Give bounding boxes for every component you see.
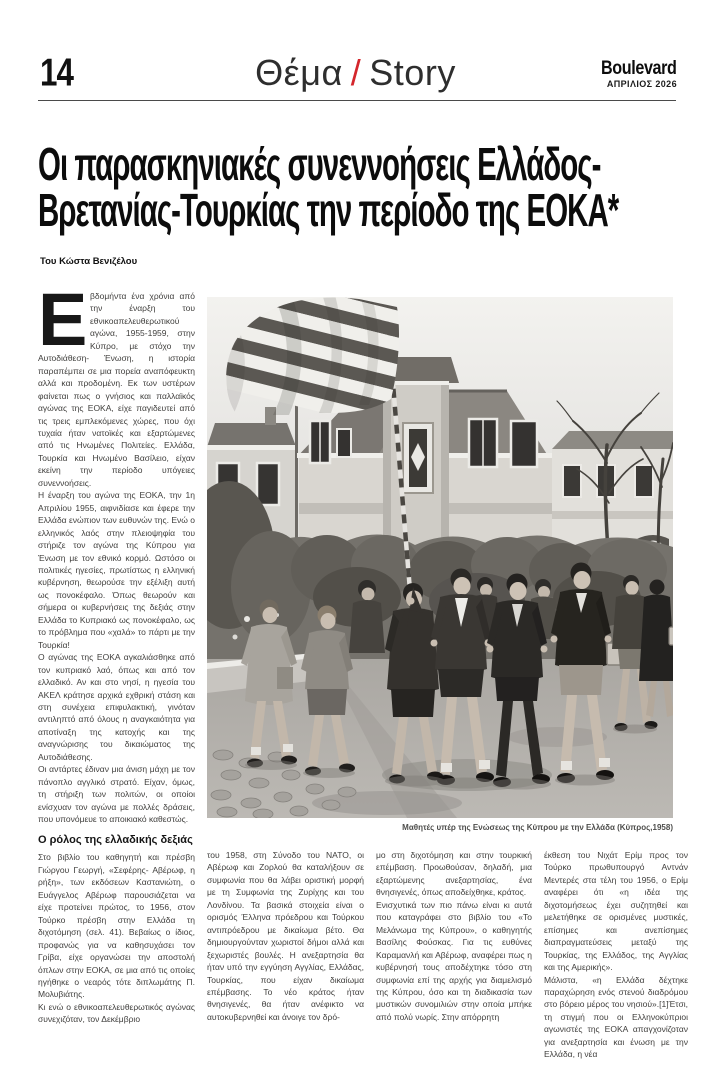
issue-date: ΑΠΡΙΛΙΟΣ 2026	[606, 79, 677, 89]
section-divider-slash: /	[350, 52, 362, 93]
page-number: 14	[40, 50, 73, 94]
subhead: Ο ρόλος της ελλαδικής δεξιάς	[38, 834, 193, 847]
paragraph: του 1958, στη Σύνοδο του ΝΑΤΟ, οι Αβέρωφ και Ζορλού θα καταλήξουν σε συμφωνία που θα λάβει οριστική μορφή με τη Συμφωνία της Ζυρίχης και του Λονδίνου. Τα βασικά στοιχεία είναι ο ορισμός Έλληνα πρόεδρου και Τούρκου αντιπρόεδρου με δικαίωμα βέτο. Θα δημιουργούνταν χωριστοί δήμοι αλλά και ξεχωριστές βουλές. Η ανεξαρτησία θα ήταν υπό την εγγύηση Αγγλίας, Ελλάδας, Τουρκίας, που είχαν δικαίωμα επέμβασης. Το νέο κράτος ήταν θνησιγενές, θα ήταν ανέφικτο να αυτοκυβερνηθεί και άνοιγε τον δρό-	[207, 850, 364, 1022]
headline-line-1: Οι παρασκηνιακές συνεννοήσεις Ελλάδος-	[38, 138, 601, 190]
paragraph: Στο βιβλίο του καθηγητή και πρέσβη Γιώργου Γεωργή, «Σεφέρης- Αβέρωφ, η ρήξη», των εκδόσεων Καστανιώτη, ο Ευάγγελος Αβέρωφ παρουσιάζεται να είχε προτείνει πρώτος, το 1956, στον Τούρκο πρέσβη στην Ελλάδα τη διχοτόμηση (σελ. 41). Βεβαίως ο ίδιος, προφανώς για να καθησυχάσει τον Γρίβα, είχε οργανώσει την αποστολή όπλων στην ΕΟΚΑ, σε μια από τις οποίες ηγήθηκε ο νεαρός τότε διπλωμάτης Π. Μολυβιάτης.	[38, 852, 195, 1000]
paragraph: μο στη διχοτόμηση και στην τουρκική επέμβαση. Προωθούσαν, δηλαδή, μια εξαρτώμενης ανεξαρτησίας, ένα θνησιγενές, όπως αποδείχθηκε, κράτος.	[376, 850, 532, 898]
article-column-1	[38, 278, 195, 1026]
lead-paragraph	[38, 278, 195, 489]
headline-line-2: Βρετανίας-Τουρκίας την περίοδο της ΕΟΚΑ*	[38, 184, 619, 236]
paragraph: Οι αντάρτες έδιναν μια άνιση μάχη με τον πάνοπλο αγγλικό στρατό. Είχαν, όμως, τη στήριξη των πολιτών, οι οποίοι ενίσχυαν τον αγώνα με πολλές δράσεις, που υπονόμευε το αποικιακό καθεστώς.	[38, 764, 195, 825]
article-column-2	[207, 849, 364, 1023]
section-title-english: Story	[369, 52, 456, 93]
article-headline	[38, 138, 619, 236]
magazine-brand	[597, 57, 677, 89]
paragraph: Ο αγώνας της ΕΟΚΑ αγκαλιάσθηκε από τον κυπριακό λαό, όπως και από τον ελλαδικό. Αν και στο νησί, η ηγεσία του ΑΚΕΛ κράτησε αρχικά εχθρική στάση και στη συνέχεια επιφυλακτική, γινόταν αντιληπτό από όλους η αναγκαιότητα για αποτίναξη της κατοχής και της αναγνώρισης του δικαιώματος της Αυτοδιάθεσης.	[38, 652, 195, 762]
photo-caption: Μαθητές υπέρ της Ενώσεως της Κύπρου με την Ελλάδα (Κύπρος,1958)	[402, 823, 673, 832]
lead-text: βδομήντα ένα χρόνια από την έναρξη του εθνικοαπελευθερωτικού αγώνα, 1955-1959, στην Κύπρο, με στόχο την Αυτοδιάθεση- Ένωση, η ιστορία παραπέμπει σε μια πορεία αναπόφευκτη αλλά και προδομένη. Εκ των υστέρων φαίνεται πως ο γνήσιος και παλλαϊκός αγώνας της ΕΟΚΑ, είχε παγιδευτεί από τις τρεις εμπλεκόμενες χώρες, που όχι τυχαία ήταν νατοϊκές και εξαρτώμενες από τις Ηνωμένες Πολιτείες. Ελλάδα, Τουρκία και Ηνωμένο Βασίλειο, είχαν εκείνη την περίοδο υπόγειες συνεννοήσεις.	[38, 291, 195, 488]
section-title-greek: Θέμα	[255, 52, 343, 93]
byline: Του Κώστα Βενιζέλου	[40, 256, 138, 267]
article-column-3	[376, 849, 532, 1023]
article-photo	[207, 297, 673, 818]
header-rule	[38, 100, 676, 101]
paragraph: Η έναρξη του αγώνα της ΕΟΚΑ, την 1η Απριλίου 1955, αιφνιδίασε και έφερε την Ελλάδα ενώπιον των ευθυνών της. Ενώ ο ελληνικός λαός στην πλειοψηφία του στήριζε τον αγώνα της Κύπρου για Ένωση με τον εθνικό κορμό. Ωστόσο οι πολιτικές ηγεσίες, πρωτίστως η ελληνική κυβέρνηση, θεωρούσε την εξέλιξη αυτή ως πονοκέφαλο. Όπως θεωρούν και σήμερα οι κυβερνήσεις της δεξιάς στην Ελλάδα το Κυπριακό ως πονοκέφαλο, ως το πρόβλημα που «χαλά» το πάρτι με την Τουρκία!	[38, 490, 195, 650]
paragraph: Κι ενώ ο εθνικοαπελευθερωτικός αγώνας συνεχιζόταν, τον Δεκέμβριο	[38, 1001, 195, 1025]
paragraph: Ενισχυτικά των πιο πάνω είναι κι αυτά που καταγράφει στο βιβλίο του «Το Μελάνωμα της Κύπρου», ο καθηγητής Βασίλης Φούσκας. Για τις ευθύνες Καραμανλή και Αβέρωφ, αναφέρει πως η κυβέρνησή τους αποδέχτηκε τόσο στη συμφωνία επί της αρχής για διαμελισμό της Κύπρου, όσο και τη διαδικασία των μυστικών συνομιλιών στην οποία μπήκε από πολύ νωρίς. Στην απόρρητη	[376, 899, 532, 1022]
article-column-4	[544, 849, 688, 1061]
drop-cap: Ε	[38, 278, 88, 361]
brand-logo: Boulevard	[601, 57, 677, 79]
paragraph: έκθεση του Νιχάτ Ερίμ προς τον Τούρκο πρωθυπουργό Αντνάν Μεντερές στα τέλη του 1956, ο Ερίμ αναφέρει ότι «η ιδέα της διχοτομήσεως έχει συζητηθεί και μελετήθηκε σε ορισμένες μυστικές, επίσημες και ανεπίσημες διαπραγματεύσεις μεταξύ της Τουρκίας, της Ελλάδος, της Αγγλίας και της Αμερικής».	[544, 850, 688, 973]
paragraph: Μάλιστα, «η Ελλάδα δέχτηκε παραχώρηση ενός στενού διαδρόμου στο βόρειο μέρος του νησιού».[1]Έτσι, τη στιγμή που οι Ελληνοκύπριοι αγωνιστές της ΕΟΚΑ απαγχονίζοταν για ανεξαρτησία και ένωση με την Ελλάδα, η νέα	[544, 974, 688, 1060]
